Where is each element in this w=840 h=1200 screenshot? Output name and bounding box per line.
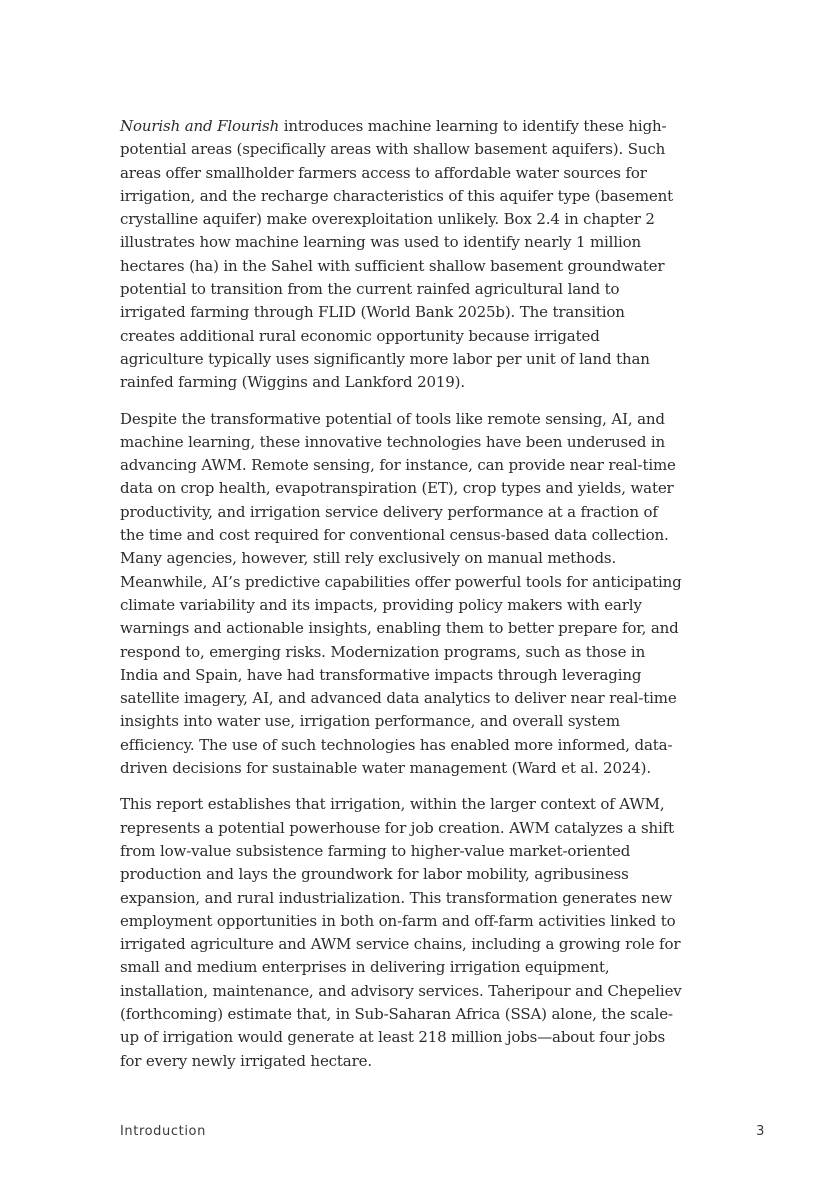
paragraph-1-text: introduces machine learning to identify these high-potential areas (specifically areas with shallow basement aquifers). Such areas offer smallholder farmers access to affordable water sources for irrigation, and the recharge characteristics of this aquifer type (basement crystalline aquifer) make overexploitation unlikely. Box 2.4 in chapter 2 illustrates how machine learning was used to identify nearly 1 million hectares (ha) in the Sahel with sufficient shallow basement groundwater potential to transition from the current rainfed agricultural land to irrigated farming through FLID (World Bank 2025b). The transition creates additional rural economic opportunity because irrigated agriculture typically uses significantly more labor per unit of land than rainfed farming (Wiggins and Lankford 2019).: [120, 117, 674, 392]
report-title-italic: Nourish and Flourish: [120, 117, 280, 135]
page-body: [120, 115, 682, 1086]
paragraph-3: This report establishes that irrigation, within the larger context of AWM, represents a potential powerhouse for job creation. AWM catalyzes a shift from low-value subsistence farming to higher-value market-oriented production and lays the groundwork for labor mobility, agribusiness expansion, and rural industrialization. This transformation generates new employment opportunities in both on-farm and off-farm activities linked to irrigated agriculture and AWM service chains, including a growing role for small and medium enterprises in delivering irrigation equipment, installation, maintenance, and advisory services. Taheripour and Chepeliev (forthcoming) estimate that, in Sub-Saharan Africa (SSA) alone, the scale-up of irrigation would generate at least 218 million jobs—about four jobs for every newly irrigated hectare.: [120, 795, 682, 1070]
paragraph-1: [120, 115, 682, 395]
paragraph-2: Despite the transformative potential of tools like remote sensing, AI, and machine learning, these innovative technologies have been underused in advancing AWM. Remote sensing, for instance, can provide near real-time data on crop health, evapotranspiration (ET), crop types and yields, water productivity, and irrigation service delivery performance at a fraction of the time and cost required for conventional census-based data collection. Many agencies, however, still rely exclusively on manual methods. Meanwhile, AI’s predictive capabilities offer powerful tools for anticipating climate variability and its impacts, providing policy makers with early warnings and actionable insights, enabling them to better prepare for, and respond to, emerging risks. Modernization programs, such as those in India and Spain, have had transformative impacts through leveraging satellite imagery, AI, and advanced data analytics to deliver near real-time insights into water use, irrigation performance, and overall system efficiency. The use of such technologies has enabled more informed, data-driven decisions for sustainable water management (Ward et al. 2024).: [120, 409, 682, 778]
footer-section-label: Introduction: [120, 1124, 206, 1139]
page-number: 3: [756, 1124, 765, 1139]
